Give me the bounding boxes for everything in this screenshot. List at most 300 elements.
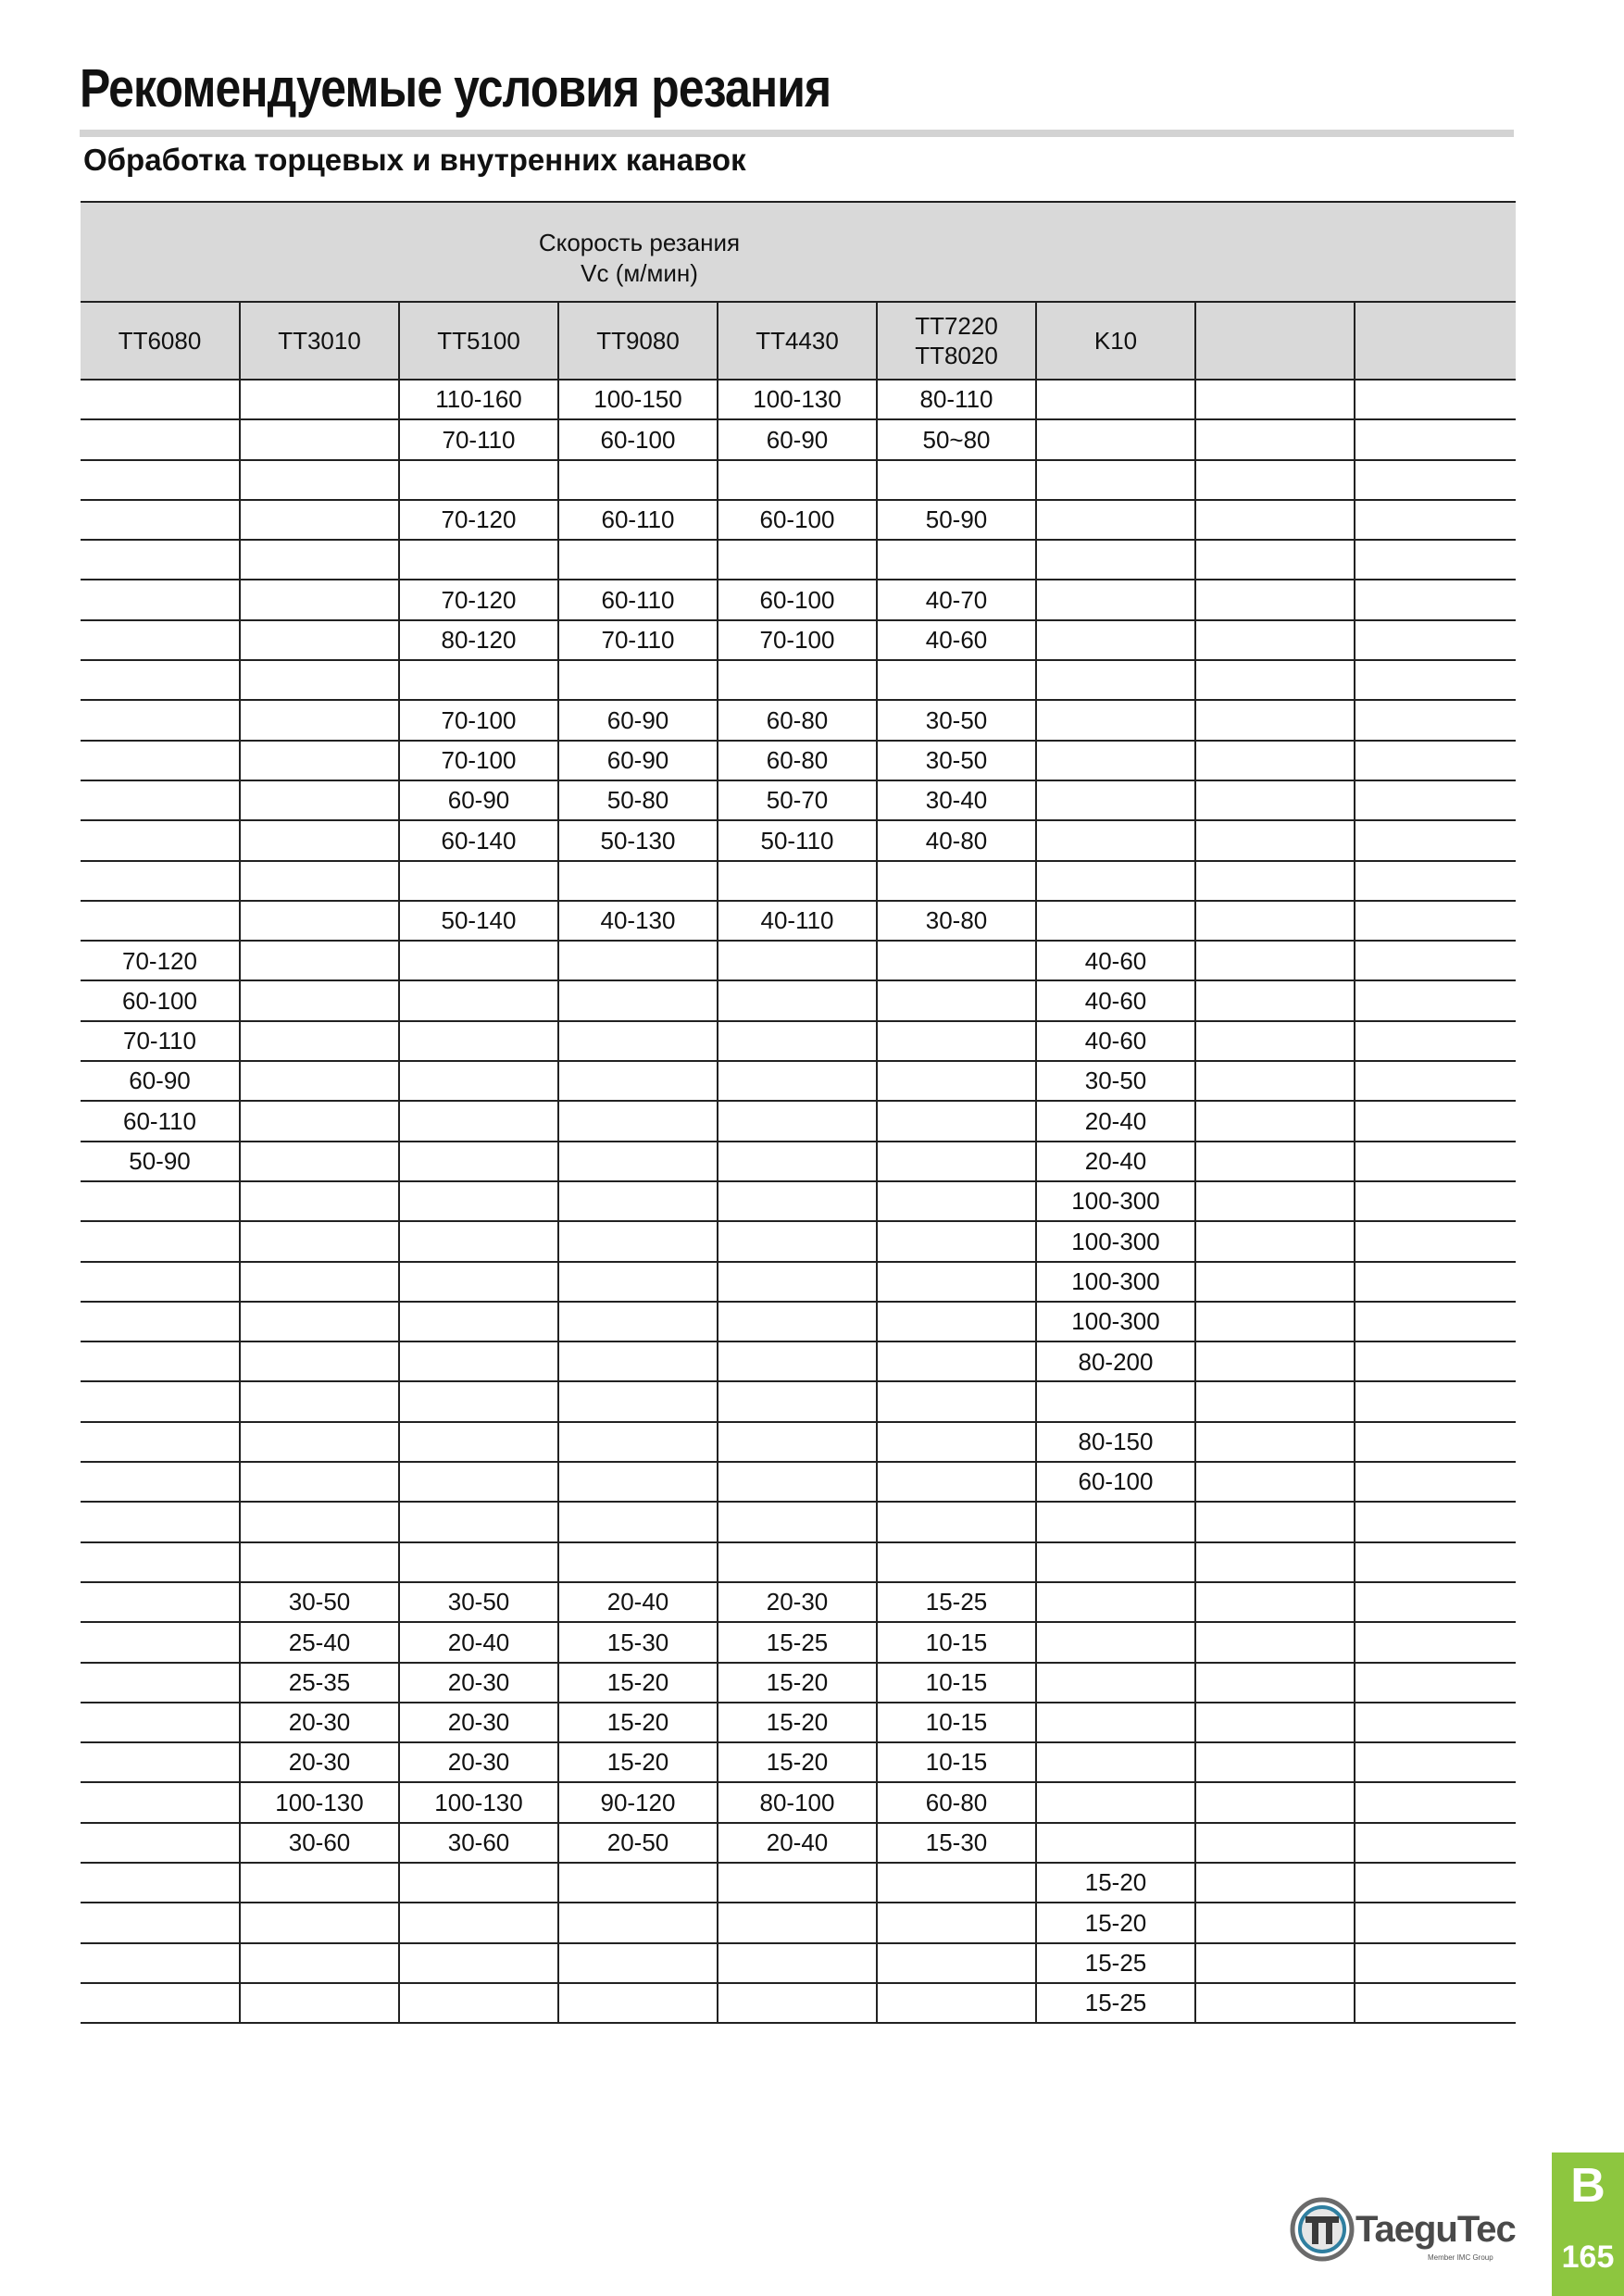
grade-header-tt7220-tt8020 xyxy=(877,302,1036,380)
table-cell xyxy=(240,1502,399,1541)
table-cell: 30-50 xyxy=(240,1582,399,1622)
table-cell xyxy=(1355,941,1516,980)
table-cell: 20-40 xyxy=(1036,1101,1195,1141)
table-cell: 60-90 xyxy=(81,1061,240,1101)
table-cell: 60-110 xyxy=(558,500,718,540)
table-cell xyxy=(81,540,240,580)
table-cell xyxy=(1355,500,1516,540)
table-cell xyxy=(1195,540,1355,580)
table-cell xyxy=(81,1823,240,1863)
table-cell xyxy=(1036,1502,1195,1541)
table-cell xyxy=(718,1101,877,1141)
table-row xyxy=(81,1302,1516,1341)
table-cell xyxy=(81,1622,240,1662)
table-cell xyxy=(81,1462,240,1502)
table-cell xyxy=(1036,1742,1195,1782)
table-cell: 30-50 xyxy=(877,741,1036,780)
table-cell xyxy=(1195,1502,1355,1541)
table-row xyxy=(81,1262,1516,1302)
table-cell xyxy=(81,741,240,780)
table-row xyxy=(81,1582,1516,1622)
table-row xyxy=(81,820,1516,860)
table-cell xyxy=(240,1903,399,1942)
table-cell: 60-100 xyxy=(718,580,877,619)
table-cell: 15-20 xyxy=(718,1742,877,1782)
table-cell xyxy=(81,1742,240,1782)
table-cell xyxy=(877,1181,1036,1221)
table-cell xyxy=(1355,620,1516,660)
table-cell xyxy=(558,1462,718,1502)
table-cell: 20-40 xyxy=(399,1622,558,1662)
table-cell xyxy=(240,419,399,459)
table-cell xyxy=(1036,540,1195,580)
table-cell xyxy=(399,1943,558,1983)
table-cell: 15-20 xyxy=(1036,1903,1195,1942)
table-cell xyxy=(1355,1422,1516,1462)
page-number: 165 xyxy=(1561,2240,1615,2275)
table-cell xyxy=(1036,1381,1195,1421)
table-cell xyxy=(718,1462,877,1502)
table-cell xyxy=(718,1502,877,1541)
table-cell xyxy=(718,1021,877,1061)
table-cell xyxy=(1355,741,1516,780)
table-cell xyxy=(1195,1142,1355,1181)
table-cell xyxy=(1195,901,1355,941)
table-cell xyxy=(1195,1462,1355,1502)
table-cell xyxy=(1355,1262,1516,1302)
table-cell xyxy=(240,861,399,901)
table-cell: 40-130 xyxy=(558,901,718,941)
table-cell xyxy=(399,861,558,901)
table-row xyxy=(81,1622,1516,1662)
table-cell xyxy=(1355,419,1516,459)
table-cell: 30-40 xyxy=(877,780,1036,820)
table-cell xyxy=(240,660,399,700)
taegutec-emblem-icon xyxy=(1287,2192,1357,2263)
table-cell xyxy=(558,1341,718,1381)
table-cell xyxy=(877,1221,1036,1261)
table-cell xyxy=(1355,1221,1516,1261)
table-row xyxy=(81,700,1516,740)
table-cell xyxy=(558,660,718,700)
table-cell: 80-120 xyxy=(399,620,558,660)
table-cell: 50-90 xyxy=(877,500,1036,540)
table-cell xyxy=(1355,1903,1516,1942)
table-cell: 100-300 xyxy=(1036,1221,1195,1261)
table-cell xyxy=(1036,1582,1195,1622)
table-cell: 70-100 xyxy=(718,620,877,660)
table-cell xyxy=(558,1221,718,1261)
table-cell xyxy=(240,1341,399,1381)
table-cell xyxy=(558,1021,718,1061)
table-cell xyxy=(1355,780,1516,820)
table-cell xyxy=(81,1903,240,1942)
table-row xyxy=(81,1542,1516,1582)
table-cell xyxy=(1195,941,1355,980)
table-cell: 20-30 xyxy=(399,1742,558,1782)
table-cell xyxy=(1195,1542,1355,1582)
table-cell xyxy=(1355,1502,1516,1541)
cutting-speed-table xyxy=(81,201,1516,2024)
table-cell xyxy=(1036,500,1195,540)
table-cell xyxy=(81,1422,240,1462)
table-cell xyxy=(399,1422,558,1462)
table-cell xyxy=(558,460,718,500)
table-cell xyxy=(877,1462,1036,1502)
table-cell xyxy=(1355,1341,1516,1381)
table-cell xyxy=(1195,1262,1355,1302)
table-cell: 30-50 xyxy=(877,700,1036,740)
table-cell xyxy=(1036,1703,1195,1742)
table-cell xyxy=(1036,419,1195,459)
table-cell xyxy=(558,861,718,901)
table-cell xyxy=(1195,861,1355,901)
table-cell: 15-20 xyxy=(718,1663,877,1703)
table-cell xyxy=(240,460,399,500)
table-cell xyxy=(718,941,877,980)
table-cell xyxy=(240,820,399,860)
table-row xyxy=(81,660,1516,700)
table-cell: 20-30 xyxy=(240,1742,399,1782)
table-cell: 70-120 xyxy=(399,580,558,619)
table-cell: 30-50 xyxy=(1036,1061,1195,1101)
table-cell xyxy=(240,620,399,660)
table-cell: 80-150 xyxy=(1036,1422,1195,1462)
table-row xyxy=(81,1221,1516,1261)
table-cell: 40-60 xyxy=(1036,941,1195,980)
table-cell xyxy=(399,1221,558,1261)
table-row xyxy=(81,1381,1516,1421)
table-cell xyxy=(399,1863,558,1903)
grade-header-tt4430: TT4430 xyxy=(718,302,877,380)
table-cell: 10-15 xyxy=(877,1622,1036,1662)
table-cell xyxy=(240,380,399,419)
table-cell: 60-100 xyxy=(558,419,718,459)
table-cell xyxy=(1355,901,1516,941)
table-cell xyxy=(558,1502,718,1541)
grade-header-tt7220: TT7220 xyxy=(915,311,998,340)
table-cell xyxy=(1036,1782,1195,1822)
table-cell xyxy=(1195,1021,1355,1061)
table-cell: 100-130 xyxy=(399,1782,558,1822)
grade-header-blank-1 xyxy=(1195,302,1355,380)
table-cell xyxy=(240,1422,399,1462)
table-row xyxy=(81,1663,1516,1703)
table-cell xyxy=(81,620,240,660)
grade-header-k10: K10 xyxy=(1036,302,1195,380)
table-cell xyxy=(877,1302,1036,1341)
section-letter: B xyxy=(1570,2159,1605,2213)
table-cell xyxy=(1195,620,1355,660)
table-cell xyxy=(1036,1823,1195,1863)
table-cell xyxy=(877,941,1036,980)
table-cell xyxy=(81,1703,240,1742)
table-cell xyxy=(1036,380,1195,419)
table-cell: 70-110 xyxy=(81,1021,240,1061)
table-cell: 100-150 xyxy=(558,380,718,419)
table-cell xyxy=(1036,460,1195,500)
table-cell xyxy=(877,1863,1036,1903)
table-cell xyxy=(240,500,399,540)
table-cell xyxy=(558,1381,718,1421)
table-cell xyxy=(240,1462,399,1502)
table-cell: 60-110 xyxy=(81,1101,240,1141)
table-cell xyxy=(1195,700,1355,740)
table-cell xyxy=(718,1142,877,1181)
table-cell xyxy=(1355,460,1516,500)
table-cell xyxy=(399,540,558,580)
table-cell xyxy=(240,1101,399,1141)
table-cell xyxy=(1195,1782,1355,1822)
table-cell: 30-60 xyxy=(240,1823,399,1863)
table-cell xyxy=(877,1903,1036,1942)
table-cell xyxy=(1355,700,1516,740)
table-row xyxy=(81,419,1516,459)
table-cell: 60-80 xyxy=(718,741,877,780)
table-row xyxy=(81,980,1516,1020)
table-cell xyxy=(1036,1622,1195,1662)
table-cell xyxy=(1195,1742,1355,1782)
table-cell xyxy=(1355,1782,1516,1822)
table-cell: 80-100 xyxy=(718,1782,877,1822)
table-cell xyxy=(1195,1582,1355,1622)
table-cell xyxy=(718,980,877,1020)
table-cell xyxy=(1195,1943,1355,1983)
table-row xyxy=(81,861,1516,901)
table-cell: 70-110 xyxy=(399,419,558,459)
table-cell xyxy=(399,1142,558,1181)
table-cell xyxy=(240,980,399,1020)
table-cell xyxy=(240,1181,399,1221)
table-cell xyxy=(1355,540,1516,580)
table-cell xyxy=(1195,580,1355,619)
table-cell xyxy=(1195,1983,1355,2023)
table-row xyxy=(81,1422,1516,1462)
table-cell xyxy=(81,1863,240,1903)
table-cell xyxy=(1036,620,1195,660)
table-cell: 60-90 xyxy=(558,741,718,780)
table-cell xyxy=(718,1302,877,1341)
table-cell xyxy=(877,1341,1036,1381)
table-cell xyxy=(558,1943,718,1983)
table-cell xyxy=(81,580,240,619)
table-cell xyxy=(399,1983,558,2023)
table-cell xyxy=(1355,1462,1516,1502)
table-cell xyxy=(81,1782,240,1822)
table-cell xyxy=(558,1542,718,1582)
table-cell xyxy=(1355,1302,1516,1341)
table-cell xyxy=(81,380,240,419)
table-row xyxy=(81,1983,1516,2023)
table-cell xyxy=(1355,861,1516,901)
table-cell xyxy=(1036,820,1195,860)
table-cell xyxy=(1355,1703,1516,1742)
table-cell xyxy=(81,1582,240,1622)
table-cell: 30-60 xyxy=(399,1823,558,1863)
table-cell xyxy=(1195,820,1355,860)
table-cell xyxy=(877,1061,1036,1101)
table-cell: 60-100 xyxy=(718,500,877,540)
table-cell xyxy=(718,861,877,901)
table-cell xyxy=(558,1302,718,1341)
table-cell xyxy=(1355,1061,1516,1101)
table-cell xyxy=(558,1101,718,1141)
table-cell xyxy=(1355,1021,1516,1061)
table-row xyxy=(81,1061,1516,1101)
table-cell xyxy=(1355,1582,1516,1622)
table-cell: 15-20 xyxy=(1036,1863,1195,1903)
table-cell: 50-140 xyxy=(399,901,558,941)
table-cell xyxy=(558,1181,718,1221)
table-cell xyxy=(1036,1663,1195,1703)
table-row xyxy=(81,1943,1516,1983)
table-cell xyxy=(1195,780,1355,820)
table-cell xyxy=(1195,1302,1355,1341)
table-cell: 100-300 xyxy=(1036,1302,1195,1341)
table-cell: 20-40 xyxy=(1036,1142,1195,1181)
table-cell xyxy=(718,1542,877,1582)
table-cell xyxy=(399,460,558,500)
table-row xyxy=(81,1181,1516,1221)
table-cell xyxy=(1036,861,1195,901)
table-cell xyxy=(240,580,399,619)
table-cell xyxy=(1195,1341,1355,1381)
table-cell: 60-90 xyxy=(718,419,877,459)
table-cell xyxy=(1195,1381,1355,1421)
table-cell: 15-20 xyxy=(558,1742,718,1782)
table-cell xyxy=(399,1101,558,1141)
group-header-line1: Скорость резания xyxy=(538,229,741,256)
table-cell xyxy=(1195,1221,1355,1261)
grade-header-tt9080: TT9080 xyxy=(558,302,718,380)
table-cell xyxy=(718,460,877,500)
table-cell xyxy=(1355,1142,1516,1181)
table-cell xyxy=(399,941,558,980)
table-cell xyxy=(718,1221,877,1261)
table-cell xyxy=(81,1262,240,1302)
table-cell xyxy=(877,1101,1036,1141)
table-cell xyxy=(81,1943,240,1983)
table-cell xyxy=(877,1983,1036,2023)
table-cell xyxy=(877,1381,1036,1421)
table-cell xyxy=(558,1142,718,1181)
table-cell: 15-20 xyxy=(558,1703,718,1742)
table-cell xyxy=(1036,580,1195,619)
table-cell xyxy=(399,1021,558,1061)
brand-name: TaeguTec xyxy=(1355,2209,1516,2250)
table-row xyxy=(81,780,1516,820)
table-cell xyxy=(1355,1863,1516,1903)
table-cell xyxy=(718,1422,877,1462)
table-cell xyxy=(718,1341,877,1381)
table-cell xyxy=(399,1341,558,1381)
table-cell: 80-110 xyxy=(877,380,1036,419)
table-cell xyxy=(81,780,240,820)
table-cell xyxy=(1195,1823,1355,1863)
table-cell xyxy=(399,1903,558,1942)
table-cell xyxy=(877,460,1036,500)
table-row xyxy=(81,941,1516,980)
table-cell xyxy=(718,1381,877,1421)
table-cell: 100-300 xyxy=(1036,1262,1195,1302)
table-row xyxy=(81,620,1516,660)
table-cell xyxy=(558,1903,718,1942)
table-cell xyxy=(1195,500,1355,540)
table-cell xyxy=(81,1381,240,1421)
table-cell: 40-80 xyxy=(877,820,1036,860)
table-cell xyxy=(240,1863,399,1903)
table-cell xyxy=(399,1061,558,1101)
table-cell: 50-130 xyxy=(558,820,718,860)
table-cell: 90-120 xyxy=(558,1782,718,1822)
table-cell: 60-90 xyxy=(399,780,558,820)
table-cell xyxy=(877,1542,1036,1582)
table-cell xyxy=(399,1502,558,1541)
table-cell: 40-60 xyxy=(1036,980,1195,1020)
table-row xyxy=(81,1502,1516,1541)
table-row xyxy=(81,1742,1516,1782)
table-cell xyxy=(718,1863,877,1903)
table-cell xyxy=(240,1061,399,1101)
page-subtitle: Обработка торцевых и внутренних канавок xyxy=(83,143,746,177)
table-cell xyxy=(1195,980,1355,1020)
table-cell xyxy=(240,780,399,820)
table-row xyxy=(81,1021,1516,1061)
table-cell xyxy=(877,1142,1036,1181)
table-cell xyxy=(718,1943,877,1983)
grade-header-blank-2 xyxy=(1355,302,1516,380)
table-cell: 40-70 xyxy=(877,580,1036,619)
table-cell: 30-80 xyxy=(877,901,1036,941)
table-cell: 100-300 xyxy=(1036,1181,1195,1221)
table-cell: 60-80 xyxy=(877,1782,1036,1822)
table-cell: 50-90 xyxy=(81,1142,240,1181)
table-cell xyxy=(81,1542,240,1582)
table-cell xyxy=(240,741,399,780)
table-cell: 15-30 xyxy=(877,1823,1036,1863)
table-cell: 10-15 xyxy=(877,1742,1036,1782)
page-title: Рекомендуемые условия резания xyxy=(80,58,831,119)
table-cell xyxy=(1355,1542,1516,1582)
table-cell xyxy=(240,1381,399,1421)
table-cell: 15-30 xyxy=(558,1622,718,1662)
table-cell xyxy=(1195,419,1355,459)
table-cell: 60-90 xyxy=(558,700,718,740)
table-cell xyxy=(240,700,399,740)
table-cell xyxy=(1195,660,1355,700)
brand-logo xyxy=(1287,2192,1528,2266)
table-cell: 20-50 xyxy=(558,1823,718,1863)
table-cell: 30-50 xyxy=(399,1582,558,1622)
table-cell xyxy=(1355,980,1516,1020)
table-cell xyxy=(1355,820,1516,860)
table-cell xyxy=(718,660,877,700)
table-cell: 15-25 xyxy=(1036,1983,1195,2023)
table-cell: 60-100 xyxy=(81,980,240,1020)
table-cell: 20-30 xyxy=(718,1582,877,1622)
table-cell xyxy=(558,1262,718,1302)
table-cell xyxy=(1036,1542,1195,1582)
table-cell xyxy=(399,1462,558,1502)
table-cell: 40-110 xyxy=(718,901,877,941)
table-cell xyxy=(877,1021,1036,1061)
table-row xyxy=(81,1101,1516,1141)
table-cell: 25-35 xyxy=(240,1663,399,1703)
table-cell: 70-110 xyxy=(558,620,718,660)
table-cell xyxy=(718,1983,877,2023)
table-cell xyxy=(877,660,1036,700)
table-cell xyxy=(1036,780,1195,820)
